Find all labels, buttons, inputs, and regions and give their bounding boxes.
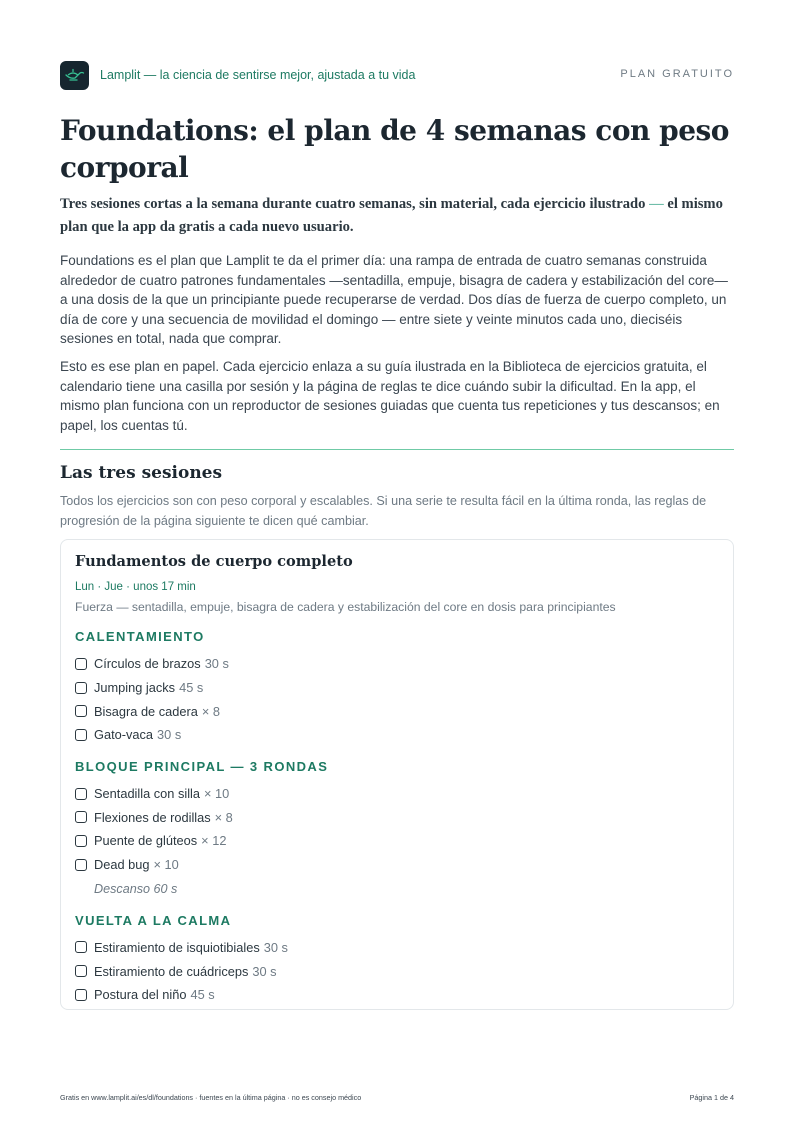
warmup-heading: CALENTAMIENTO (75, 629, 205, 644)
exercise-qty: × 10 (204, 786, 230, 802)
exercise-name: Gato-vaca (94, 727, 154, 743)
exercise-qty: 30 s (204, 656, 229, 672)
cooldown-heading: VUELTA A LA CALMA (75, 912, 232, 928)
exercise-name: Estiramiento de cuádriceps (94, 963, 249, 979)
session-description: Fuerza — sentadilla, empuje, bisagra de cadera y estabilización del core en dosis para principiantes (75, 600, 616, 614)
exercise-item (75, 983, 715, 1007)
exercise-item (75, 723, 715, 747)
exercise-item (75, 936, 715, 960)
exercise-item (75, 853, 715, 877)
exercise-name: Bisagra de cadera (94, 703, 198, 719)
page-subtitle (60, 193, 734, 239)
section-heading: Las tres sesiones (60, 463, 223, 483)
session-meta: Lun · Jue · unos 17 min (75, 581, 196, 593)
section-divider (60, 449, 734, 450)
exercise-name: Flexiones de rodillas (94, 809, 211, 825)
exercise-item (75, 829, 715, 853)
exercise-checkbox[interactable] (75, 989, 87, 1001)
exercise-qty: × 10 (153, 857, 179, 873)
subtitle-text: Tres sesiones cortas a la semana durante cuatro semanas, sin material, cada ejercicio ilustrado (60, 196, 646, 212)
exercise-name: Puente de glúteos (94, 833, 198, 849)
exercise-checkbox[interactable] (75, 788, 87, 800)
exercise-name: Sentadilla con silla (94, 786, 200, 802)
main-block-heading: BLOQUE PRINCIPAL — 3 RONDAS (75, 758, 329, 774)
subtitle-text-continued: el mismo plan que la app da gratis a cada nuevo usuario. (60, 196, 723, 235)
exercise-checkbox[interactable] (75, 682, 87, 694)
session-title: Fundamentos de cuerpo completo (75, 553, 353, 570)
subtitle-dash: — (649, 196, 664, 212)
exercise-name: Postura del niño (94, 987, 187, 1003)
main-block-list (75, 782, 715, 901)
exercise-qty: × 8 (214, 809, 233, 825)
exercise-item (75, 782, 715, 806)
exercise-qty: × 8 (201, 703, 221, 719)
page-title: Foundations: el plan de 4 semanas con peso corporal (60, 114, 729, 184)
exercise-checkbox[interactable] (75, 811, 87, 823)
document-page (60, 0, 734, 1123)
session-card (60, 539, 734, 1010)
page-number: Página 1 de 4 (689, 1093, 734, 1102)
intro-paragraph: Foundations es el plan que Lamplit te da el primer día: una rampa de entrada de cuatro semanas construida alrededor de cuatro patrones fundamentales —sentadilla, empuje, bisagra de cadera y estabilización del core— a una dosis de la que un principiante puede recuperarse de verdad. Dos días de fuerza de cuerpo completo, un día de core y una secuencia de movilidad el domingo — entre siete y veinte minutos cada uno, dieciséis sesiones en total, nada que comprar. (60, 253, 728, 347)
plan-tag: PLAN GRATUITO (620, 68, 734, 80)
exercise-checkbox[interactable] (75, 941, 87, 953)
cooldown-list (75, 936, 715, 1007)
exercise-checkbox[interactable] (75, 705, 87, 717)
section-note: Todos los ejercicios son con peso corporal y escalables. Si una serie te resulta fácil en la última ronda, las reglas de progresión de la página siguiente te dicen qué cambiar. (60, 494, 707, 528)
exercise-name: Círculos de brazos (94, 656, 201, 672)
brand-tagline: Lamplit — la ciencia de sentirse mejor, ajustada a tu vida (100, 68, 416, 82)
exercise-item (75, 652, 715, 676)
lamp-icon (60, 61, 89, 90)
exercise-qty: × 12 (201, 833, 227, 849)
intro-paragraph: Esto es ese plan en papel. Cada ejercicio enlaza a su guía ilustrada en la Biblioteca de ejercicios gratuita, el calendario tiene una casilla por sesión y la página de reglas te dice cuándo subir la dificultad. En la app, el mismo plan funciona con un reproductor de sesiones guiadas que cuenta tus repeticiones y tus descansos; en papel, los cuentas tú. (60, 358, 720, 433)
exercise-name: Estiramiento de isquiotibiales (94, 939, 260, 955)
exercise-checkbox[interactable] (75, 658, 87, 670)
warmup-list (75, 652, 715, 747)
footer-source-note: Gratis en www.lamplit.ai/es/dl/foundations · fuentes en la última página · no es consejo médico (60, 1093, 362, 1102)
intro-text (60, 251, 734, 435)
exercise-item (75, 959, 715, 983)
exercise-name: Jumping jacks (94, 680, 176, 696)
exercise-item (75, 805, 715, 829)
exercise-checkbox[interactable] (75, 835, 87, 847)
rest-note: Descanso 60 s (94, 881, 178, 896)
exercise-qty: 30 s (252, 963, 277, 979)
exercise-qty: 30 s (157, 727, 182, 743)
exercise-name: Dead bug (94, 857, 150, 873)
header (60, 61, 734, 90)
exercise-checkbox[interactable] (75, 965, 87, 977)
exercise-qty: 45 s (179, 680, 204, 696)
exercise-item (75, 699, 715, 723)
exercise-qty: 45 s (190, 987, 215, 1003)
exercise-qty: 30 s (263, 939, 288, 955)
exercise-checkbox[interactable] (75, 729, 87, 741)
exercise-checkbox[interactable] (75, 859, 87, 871)
exercise-item (75, 676, 715, 700)
